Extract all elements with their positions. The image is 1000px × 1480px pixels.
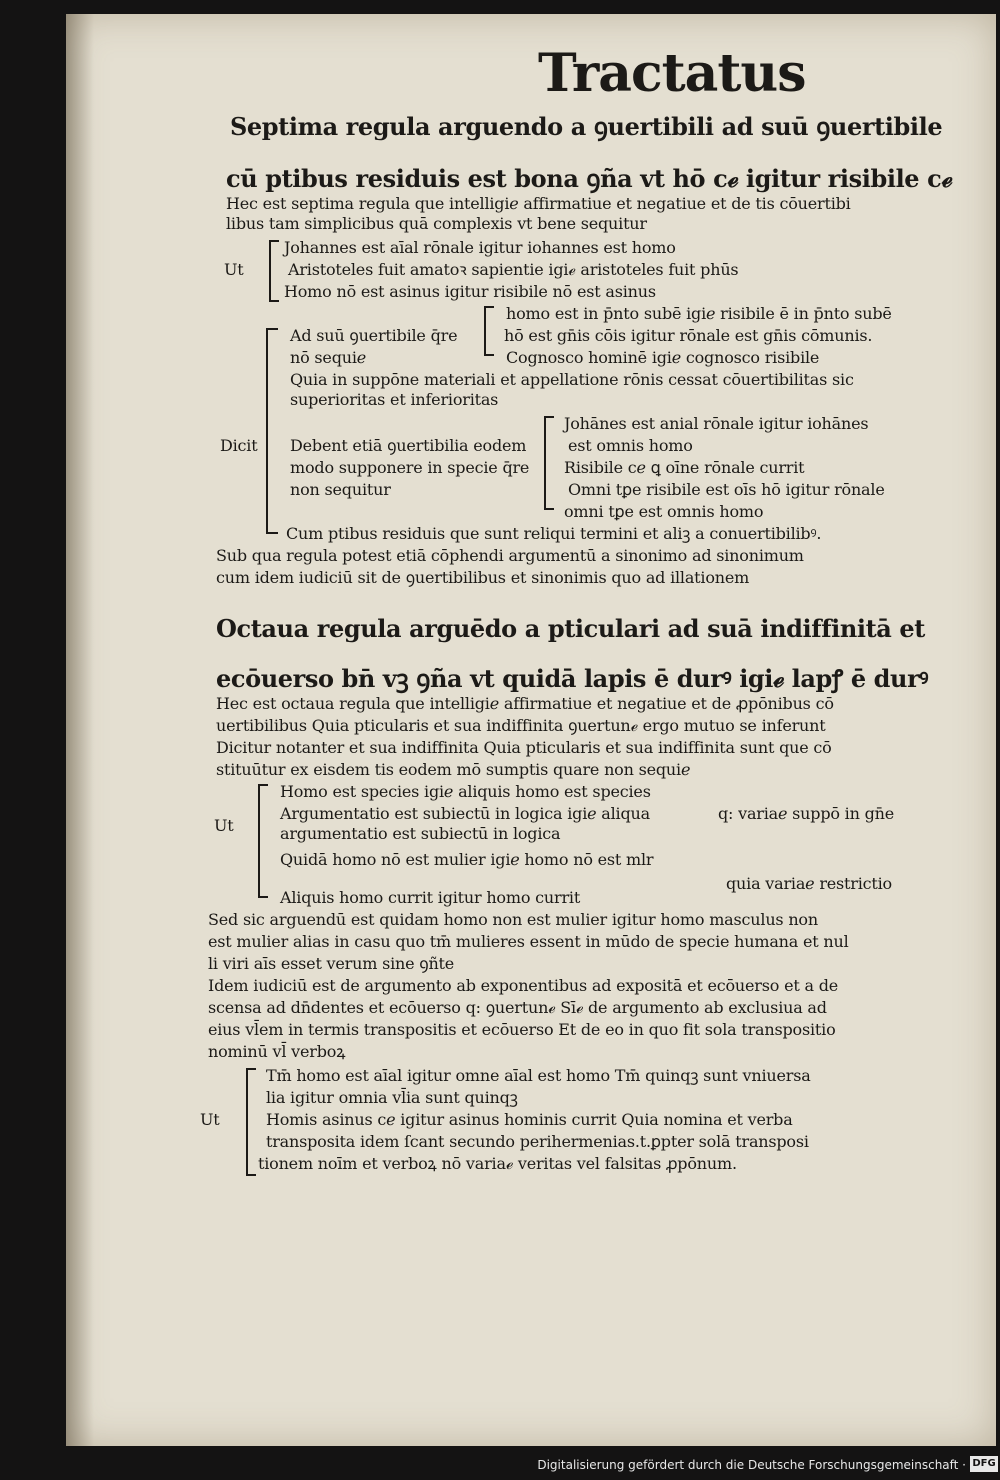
rule-eight-text-line: Idem iudiciū est de argumento ab exponentibus ad expositā et ecōuerso et a de — [208, 976, 838, 995]
example-line: Argumentatio est subiectū in logica igiℯ aliqua — [280, 804, 650, 823]
example-line: Homis asinus cℯ igitur asinus hominis currit Quia nomina et verba — [266, 1110, 793, 1129]
ut-label: Ut — [200, 1110, 220, 1129]
example-line: Risibile cℯ ꝗ oīne rōnale currit — [564, 458, 805, 477]
bracket-tick — [484, 306, 494, 308]
bracket-left — [484, 306, 486, 356]
example-line: Debent etiā ꝯuertibilia eodem — [290, 436, 527, 455]
book-page — [66, 14, 996, 1446]
example-line: Aliquis homo currit igitur homo currit — [280, 888, 581, 907]
example-line: Johannes est aīal rōnale igitur iohannes est homo — [284, 238, 676, 257]
rule-seven-text-line: Sub qua regula potest etiā cōphendi argumentū a sinonimo ad sinonimum — [216, 546, 804, 565]
example-line: hō est gn̄is cōis igitur rōnale est gn̄is cōmunis. — [504, 326, 873, 345]
example-line: modo supponere in specie q̄re — [290, 458, 530, 477]
rule-eight-text-line: stituūtur ex eisdem tis eodem mō sumptis quare non sequiℯ — [216, 760, 691, 779]
example-line: lia igitur omnia vl̄ia sunt quinqꝫ — [266, 1088, 518, 1107]
rule-seven-heading-line-1: Septima regula arguendo a ꝯuertibili ad suū ꝯuertibile — [230, 112, 943, 141]
bracket-tick — [258, 784, 268, 786]
example-line: Johānes est anial rōnale igitur iohānes — [564, 414, 869, 433]
example-line: Omni tꝑe risibile est oīs hō igitur rōnale — [568, 480, 885, 499]
rule-eight-text-line: Hec est octaua regula que intelligiℯ affirmatiue et negatiue et de ꝓpōnibus cō — [216, 694, 834, 713]
ut-label: Ut — [224, 260, 244, 279]
rule-eight-text-line: eius vl̄em in termis transpositis et ecōuerso Et de eo in quo fit sola transpositio — [208, 1020, 836, 1039]
rule-seven-text-line: libus tam simplicibus quā complexis vt bene sequitur — [226, 214, 647, 233]
bracket-tick — [269, 240, 279, 242]
funding-credit: Digitalisierung gefördert durch die Deutsche Forschungsgemeinschaft · — [537, 1458, 966, 1472]
rule-seven-text-line: cum idem iudiciū sit de ꝯuertibilibus et sinonimis quo ad illationem — [216, 568, 750, 587]
example-line: nō sequiℯ — [290, 348, 367, 367]
bracket-tick — [266, 328, 278, 330]
bracket-tick — [246, 1068, 256, 1070]
bracket-tick — [544, 416, 554, 418]
example-line: Tm̄ homo est aīal igitur omne aīal est homo Tm̄ quinqꝫ sunt vniuersa — [266, 1066, 811, 1085]
example-line: Cum ptibus residuis que sunt reliqui termini et aliꝫ a conuertibilibꝰ. — [286, 524, 822, 543]
rule-eight-text-line: est mulier alias in casu quo tm̄ mulieres essent in mūdo de specie humana et nul — [208, 932, 849, 951]
rule-eight-heading-line-1: Octaua regula arguēdo a pticulari ad suā indiffinitā et — [216, 614, 925, 643]
rule-seven-text-line: Hec est septima regula que intelligiℯ affirmatiue et negatiue et de tis cōuertibi — [226, 194, 851, 213]
footer-bar — [0, 1450, 1000, 1480]
rule-eight-text-line: uertibilibus Quia pticularis et sua indiffinita ꝯuertunℯ ergo mutuo se inferunt — [216, 716, 826, 735]
bracket-left — [246, 1068, 248, 1176]
example-line: Quidā homo nō est mulier igiℯ homo nō est mlr — [280, 850, 654, 869]
bracket-tick — [484, 354, 494, 356]
example-line: transposita idem ſcant secundo perihermenias.t.ꝑpter solā transposi — [266, 1132, 809, 1151]
example-line: Ad suū ꝯuertibile q̄re — [290, 326, 458, 345]
example-line: Homo est species igiℯ aliquis homo est species — [280, 782, 651, 801]
bracket-tick — [544, 508, 554, 510]
dicit-label: Dicit — [220, 436, 258, 455]
bracket-tick — [266, 532, 278, 534]
bracket-tick — [269, 300, 279, 302]
example-note: quia variaℯ restrictio — [726, 874, 892, 893]
rule-seven-heading-line-2: cū ptibus residuis est bona ꝯña vt hō cℯ igitur risibile cℯ — [226, 164, 953, 193]
bracket-tick — [258, 896, 268, 898]
rule-eight-text-line: li viri aīs esset verum sine ꝯñte — [208, 954, 455, 973]
example-line: superioritas et inferioritas — [290, 390, 499, 409]
example-note: q: variaℯ suppō in gn̄e — [718, 804, 894, 823]
page-running-title: Tractatus — [538, 43, 806, 104]
rule-eight-text-line: Dicitur notanter et sua indiffinita Quia pticularis et sua indiffinita sunt que cō — [216, 738, 832, 757]
example-line: tionem noīm et verboꝝ nō variaℯ veritas vel falsitas ꝓpōnum. — [258, 1154, 737, 1173]
bracket-left — [544, 416, 546, 510]
bracket-left-large — [266, 328, 268, 534]
ut-label: Ut — [214, 816, 234, 835]
rule-eight-text-line: scensa ad dn̄dentes et ecōuerso q: ꝯuertunℯ Sīℯ de argumento ab exclusiua ad — [208, 998, 827, 1017]
rule-eight-text-line: nominū vl̄ verboꝝ — [208, 1042, 346, 1061]
example-line: argumentatio est subiectū in logica — [280, 824, 561, 843]
example-line: Quia in suppōne materiali et appellatione rōnis cessat cōuertibilitas sic — [290, 370, 854, 389]
example-line: est omnis homo — [568, 436, 693, 455]
example-line: non sequitur — [290, 480, 391, 499]
example-line: omni tꝑe est omnis homo — [564, 502, 764, 521]
example-line: Aristoteles fuit amatoꝛ sapientie igiℯ aristoteles fuit phūs — [288, 260, 739, 279]
example-line: homo est in p̄nto subē igiℯ risibile ē in p̄nto subē — [506, 304, 892, 323]
dfg-logo: DFG — [970, 1456, 998, 1472]
rule-eight-heading-line-2: ecōuerso bn̄ vꝫ ꝯña vt quidā lapis ē durꝰ igiℯ lapꝭ ē durꝰ — [216, 664, 929, 693]
example-line: Homo nō est asinus igitur risibile nō est asinus — [284, 282, 656, 301]
bracket-tick — [246, 1174, 256, 1176]
example-line: Cognosco hominē igiℯ cognosco risibile — [506, 348, 820, 367]
bracket-left — [258, 784, 260, 898]
rule-eight-text-line: Sed sic arguendū est quidam homo non est mulier igitur homo masculus non — [208, 910, 818, 929]
bracket-left — [269, 240, 271, 302]
